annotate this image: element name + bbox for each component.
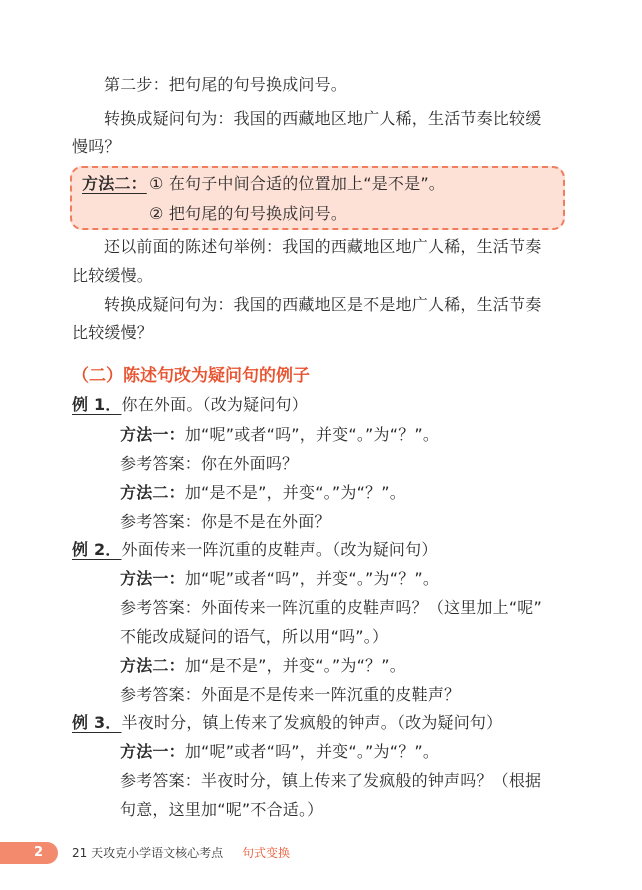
example-2-method2 (120, 655, 406, 677)
method2-text: 加“是不是”，并变“。”为“？”。 (184, 483, 406, 502)
example-intro-line2: 比较缓慢。 (72, 266, 154, 285)
method-two-item2: ② 把句尾的句号换成问号。 (149, 204, 348, 223)
example-3 (72, 712, 502, 734)
example-3-method1 (120, 741, 439, 763)
method1-text: 加“呢”或者“吗”，并变“。”为“？”。 (184, 742, 440, 761)
convert2-line1: 转换成疑问句为：我国的西藏地区是不是地广人稀，生活节奏 (104, 295, 542, 314)
answer-text: 你是不是在外面？ (201, 512, 331, 531)
chapter-topic: 句式变换 (242, 846, 291, 860)
page-number-badge (0, 842, 58, 864)
example-1-method2 (120, 482, 406, 504)
example-1-answer1 (120, 453, 298, 475)
example-1 (72, 394, 308, 416)
convert1-line2: 慢吗？ (72, 137, 121, 156)
example-2-answer2 (120, 684, 460, 706)
step2-text: 第二步：把句尾的句号换成问号。 (104, 75, 348, 94)
method1-label: 方法一： (120, 742, 185, 761)
answer-label: 参考答案： (120, 454, 202, 473)
method1-text: 加“呢”或者“吗”，并变“。”为“？”。 (184, 425, 440, 444)
example-1-method1 (120, 424, 439, 446)
example-2 (72, 539, 438, 561)
answer-label: 参考答案： (120, 685, 202, 704)
example-1-label: 例 1． (72, 395, 122, 414)
method-two-item1: ① 在句子中间合适的位置加上“是不是”。 (149, 174, 446, 193)
answer-label: 参考答案： (120, 598, 202, 617)
answer-label: 参考答案： (120, 512, 202, 531)
example-3-sentence: 半夜时分，镇上传来了发疯般的钟声。（改为疑问句） (121, 713, 503, 732)
method1-label: 方法一： (120, 569, 185, 588)
section-title: （二）陈述句改为疑问句的例子 (72, 366, 310, 386)
method2-label: 方法二： (120, 483, 185, 502)
example-2-sentence: 外面传来一阵沉重的皮鞋声。（改为疑问句） (121, 540, 438, 559)
convert2-line2: 比较缓慢？ (72, 323, 154, 342)
method2-text: 加“是不是”，并变“。”为“？”。 (184, 656, 406, 675)
method1-text: 加“呢”或者“吗”，并变“。”为“？”。 (184, 569, 440, 588)
answer-text: 外面传来一阵沉重的皮鞋声吗？（这里加上“呢” (201, 598, 542, 617)
example-3-answer1-line2: 句意，这里加“呢”不合适。） (120, 800, 324, 819)
example-2-answer1-line2: 不能改成疑问的语气，所以用“吗”。） (120, 627, 389, 646)
example-1-sentence: 你在外面。（改为疑问句） (121, 395, 308, 414)
book-title: 21 天攻克小学语文核心考点 (72, 846, 224, 860)
method2-label: 方法二： (120, 656, 185, 675)
page-number: 2 (34, 845, 44, 860)
answer-text: 半夜时分，镇上传来了发疯般的钟声吗？（根据 (201, 771, 542, 790)
convert1-line1: 转换成疑问句为：我国的西藏地区地广人稀，生活节奏比较缓 (104, 109, 542, 128)
example-2-label: 例 2． (72, 540, 122, 559)
answer-text: 你在外面吗？ (201, 454, 299, 473)
example-intro-line1: 还以前面的陈述句举例：我国的西藏地区地广人稀，生活节奏 (104, 237, 542, 256)
method-two-label: 方法二： (82, 174, 147, 193)
answer-text: 外面是不是传来一阵沉重的皮鞋声？ (201, 685, 461, 704)
example-3-answer1 (120, 770, 541, 792)
example-3-label: 例 3． (72, 713, 122, 732)
method1-label: 方法一： (120, 425, 185, 444)
example-2-method1 (120, 568, 439, 590)
answer-label: 参考答案： (120, 771, 202, 790)
example-2-answer1 (120, 597, 542, 619)
example-1-answer2 (120, 511, 331, 533)
